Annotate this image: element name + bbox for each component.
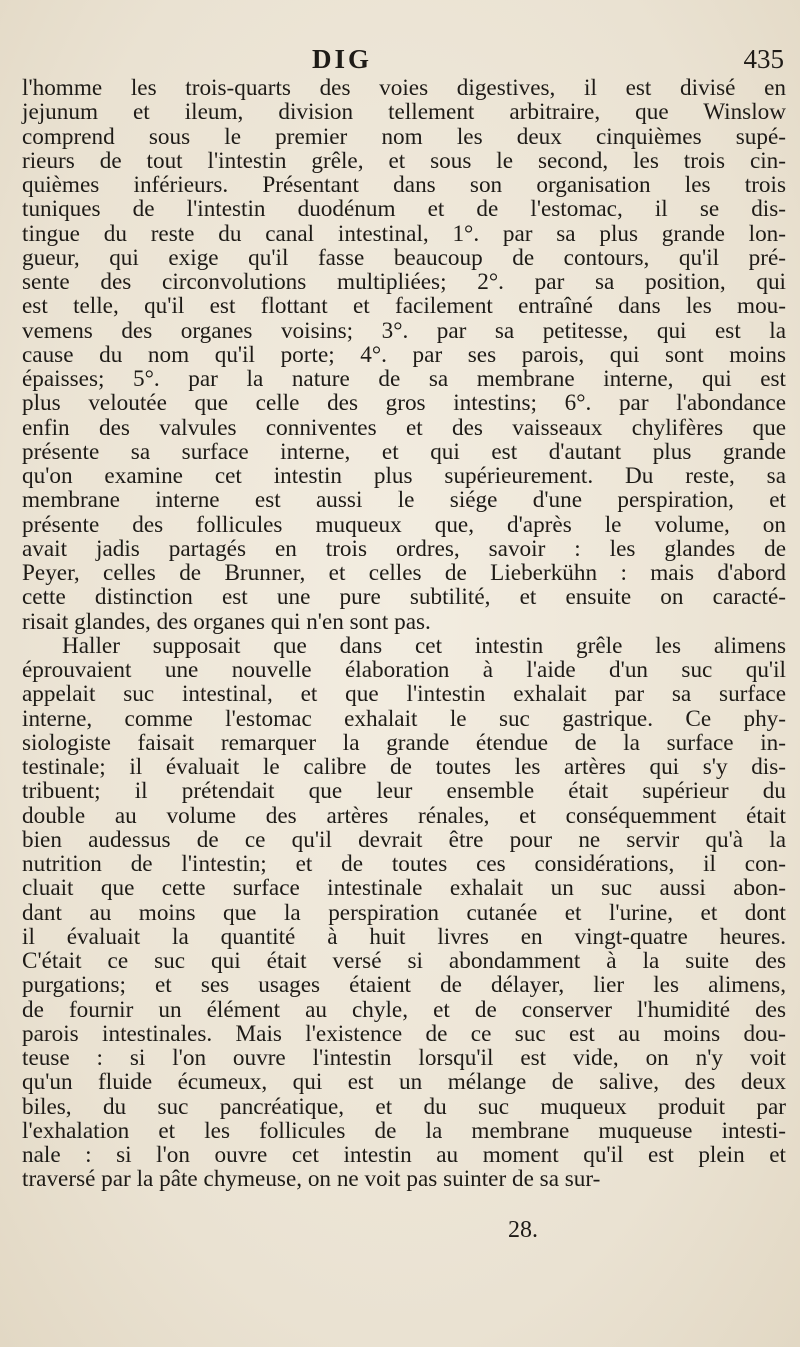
- text-line: l'homme les trois-quarts des voies digestives, il est divisé en: [22, 75, 786, 101]
- text-line: risait glandes, des organes qui n'en sont pas.: [22, 608, 431, 635]
- text-line: vemens des organes voisins; 3°. par sa petitesse, qui est la: [22, 317, 786, 344]
- text-line: jejunum et ileum, division tellement arbitraire, que Winslow: [22, 99, 786, 126]
- text-line: Peyer, celles de Brunner, et celles de Lieberkühn : mais d'abord: [22, 560, 786, 586]
- text-line: présente sa surface interne, et qui est d'autant plus grande: [22, 438, 786, 465]
- signature-mark: 28.: [508, 1217, 538, 1243]
- text-line: appelait suc intestinal, et que l'intestin exhalait par sa surface: [22, 681, 786, 708]
- text-line: gueur, qui exige qu'il fasse beaucoup de contours, qu'il pré-: [22, 244, 786, 271]
- text-line: parois intestinales. Mais l'existence de ce suc est au moins dou-: [22, 1020, 786, 1047]
- text-line: enfin des valvules conniventes et des vaisseaux chylifères que: [22, 414, 786, 441]
- text-line: siologiste faisait remarquer la grande étendue de la surface in-: [22, 729, 786, 756]
- text-line: de fournir un élément au chyle, et de conserver l'humidité des: [22, 996, 786, 1023]
- text-line: est telle, qu'il est flottant et facilement entraîné dans les mou-: [22, 293, 786, 320]
- text-line: bien audessus de ce qu'il devrait être pour ne servir qu'à la: [22, 826, 786, 853]
- text-line: tribuent; il prétendait que leur ensemble était supérieur du: [22, 778, 786, 805]
- text-line: nale : si l'on ouvre cet intestin au moment qu'il est plein et: [22, 1142, 786, 1168]
- text-line: Haller supposait que dans cet intestin grêle les alimens: [62, 632, 786, 659]
- text-line: double au volume des artères rénales, et conséquemment était: [22, 802, 786, 829]
- text-line: tingue du reste du canal intestinal, 1°. par sa plus grande lon-: [22, 220, 786, 247]
- text-line: membrane interne est aussi le siége d'une perspiration, et: [22, 487, 786, 514]
- text-line: rieurs de tout l'intestin grêle, et sous le second, les trois cin-: [22, 147, 786, 174]
- text-line: cluait que cette surface intestinale exhalait un suc aussi abon-: [22, 875, 786, 902]
- text-line: comprend sous le premier nom les deux cinquièmes supé-: [22, 123, 786, 150]
- text-line: avait jadis partagés en trois ordres, savoir : les glandes de: [22, 535, 786, 562]
- body-text: [22, 76, 786, 1192]
- text-line: sente des circonvolutions multipliées; 2°. par sa position, qui: [22, 269, 786, 295]
- text-line: teuse : si l'on ouvre l'intestin lorsqu'il est vide, on n'y voit: [22, 1045, 786, 1071]
- text-line: traversé par la pâte chymeuse, on ne voit pas suinter de sa sur-: [22, 1166, 601, 1193]
- text-line: qu'on examine cet intestin plus supérieurement. Du reste, sa: [22, 463, 786, 489]
- text-line: biles, du suc pancréatique, et du suc muqueux produit par: [22, 1093, 786, 1120]
- text-line: C'était ce suc qui était versé si abondamment à la suite des: [22, 948, 786, 974]
- paragraph: [22, 76, 786, 634]
- text-line: cause du nom qu'il porte; 4°. par ses parois, qui sont moins: [22, 341, 786, 368]
- page-number: 435: [743, 44, 784, 74]
- text-line: il évaluait la quantité à huit livres en vingt-quatre heures.: [22, 923, 786, 950]
- text-line: purgations; et ses usages étaient de délayer, lier les alimens,: [22, 972, 786, 999]
- text-line: présente des follicules muqueux que, d'après le volume, on: [22, 511, 786, 538]
- text-line: qu'un fluide écumeux, qui est un mélange de salive, des deux: [22, 1069, 786, 1096]
- text-line: plus veloutée que celle des gros intestins; 6°. par l'abondance: [22, 390, 786, 417]
- text-line: quièmes inférieurs. Présentant dans son organisation les trois: [22, 172, 786, 198]
- text-line: interne, comme l'estomac exhalait le suc gastrique. Ce phy-: [22, 705, 786, 732]
- text-line: cette distinction est une pure subtilité, et ensuite on caracté-: [22, 584, 786, 611]
- text-line: éprouvaient une nouvelle élaboration à l'aide d'un suc qu'il: [22, 657, 786, 683]
- text-line: l'exhalation et les follicules de la membrane muqueuse intesti-: [22, 1117, 786, 1144]
- text-line: épaisses; 5°. par la nature de sa membrane interne, qui est: [22, 366, 786, 392]
- text-line: tuniques de l'intestin duodénum et de l'estomac, il se dis-: [22, 196, 786, 223]
- text-line: dant au moins que la perspiration cutanée et l'urine, et dont: [22, 899, 786, 926]
- paragraph: [22, 634, 786, 1192]
- running-head-title: DIG: [312, 44, 373, 74]
- text-line: testinale; il évaluait le calibre de toutes les artères qui s'y dis-: [22, 754, 786, 780]
- text-line: nutrition de l'intestin; et de toutes ces considérations, il con-: [22, 851, 786, 877]
